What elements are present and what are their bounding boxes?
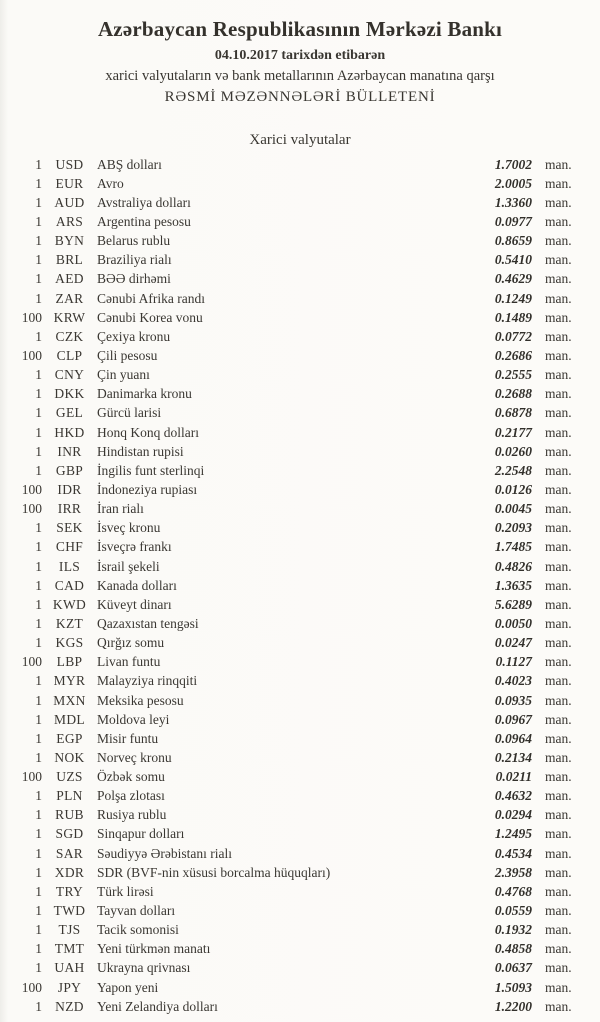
rate-unit-label: man. [545,807,572,823]
currency-code: RUB [55,807,84,823]
rate-value: 0.5410 [494,252,532,268]
rate-quantity: 1 [35,328,42,344]
rate-unit-label: man. [545,730,572,746]
rate-unit-label: man. [545,998,572,1014]
rate-value: 0.0964 [494,730,532,746]
rate-row [0,538,600,557]
currency-name: Hindistan rupisi [97,443,184,459]
currency-code: KZT [55,615,84,631]
currency-name: Yeni Zelandiya dolları [97,998,218,1014]
rate-value: 0.0260 [494,443,532,459]
rate-quantity: 1 [35,845,42,861]
rate-quantity: 1 [35,405,42,421]
currency-code: UZS [56,769,83,785]
currency-name: İsveçrə frankı [97,539,172,555]
currency-code: SEK [56,520,83,536]
currency-name: İsveç kronu [97,520,161,536]
currency-name: BƏƏ dirhəmi [97,271,171,287]
currency-code: BRL [55,252,84,268]
rate-row [0,212,600,231]
rate-value: 0.4023 [494,673,532,689]
currency-name: Yapon yeni [97,979,159,995]
rate-unit-label: man. [545,347,572,363]
rate-row [0,289,600,308]
rate-value: 1.2200 [494,998,532,1014]
rate-unit-label: man. [545,194,572,210]
rate-row [0,500,600,519]
rate-quantity: 1 [35,233,42,249]
rate-unit-label: man. [545,175,572,191]
currency-code: NOK [54,749,85,765]
rate-value: 0.0967 [494,711,532,727]
rate-unit-label: man. [545,156,572,172]
rate-value: 0.0294 [494,807,532,823]
currency-code: AED [55,271,84,287]
rate-quantity: 1 [35,213,42,229]
rate-quantity: 1 [35,788,42,804]
currency-name: Çexiya kronu [97,328,171,344]
rate-value: 0.4629 [494,271,532,287]
currency-code: IDR [57,481,82,497]
rate-unit-label: man. [545,481,572,497]
currency-code: CLP [56,347,83,363]
rate-unit-label: man. [545,271,572,287]
currency-code: CHF [55,539,84,555]
currency-code: TJS [58,922,81,938]
currency-code: JPY [57,979,82,995]
rate-row [0,863,600,882]
rate-value: 0.4632 [494,788,532,804]
currency-name: Türk lirəsi [97,883,154,899]
rate-value: 0.2688 [494,386,532,402]
rate-unit-label: man. [545,367,572,383]
rate-value: 0.0935 [494,692,532,708]
rate-unit-label: man. [545,405,572,421]
rate-row [0,691,600,710]
rate-quantity: 100 [21,309,42,325]
rate-row [0,672,600,691]
rate-quantity: 1 [35,615,42,631]
rate-unit-label: man. [545,462,572,478]
rate-value: 0.2093 [494,520,532,536]
rate-value: 0.2134 [494,749,532,765]
rate-unit-label: man. [545,539,572,555]
rate-quantity: 1 [35,941,42,957]
currency-name: İran rialı [97,501,144,517]
currency-code: ARS [55,213,84,229]
rate-row [0,480,600,499]
currency-name: Kanada dolları [97,577,177,593]
rate-row [0,327,600,346]
rate-row [0,825,600,844]
rate-row [0,614,600,633]
currency-name: ABŞ dolları [97,156,162,172]
currency-code: SGD [55,826,84,842]
rate-unit-label: man. [545,654,572,670]
rate-unit-label: man. [545,673,572,689]
currency-code: IRR [57,501,82,517]
rate-row [0,404,600,423]
rate-value: 2.3958 [494,864,532,880]
rate-unit-label: man. [545,635,572,651]
currency-name: Qazaxıstan tengəsi [97,615,199,631]
rate-value: 1.7002 [494,156,532,172]
rate-row [0,270,600,289]
rate-quantity: 100 [21,654,42,670]
rate-row [0,366,600,385]
currency-code: USD [55,156,84,172]
currency-code: ZAR [55,290,84,306]
currency-name: SDR (BVF-nin xüsusi borcalma hüquqları) [97,864,331,880]
rate-value: 0.8659 [494,233,532,249]
currency-name: Cənubi Korea vonu [97,309,203,325]
rate-unit-label: man. [545,615,572,631]
currency-name: Malayziya rinqqiti [97,673,198,689]
rate-row [0,844,600,863]
rate-quantity: 100 [21,347,42,363]
currency-code: GEL [55,405,84,421]
rate-row [0,576,600,595]
rate-row [0,882,600,901]
rate-unit-label: man. [545,252,572,268]
currency-name: Livan funtu [97,654,161,670]
currency-code: KRW [53,309,86,325]
rate-unit-label: man. [545,960,572,976]
rate-row [0,787,600,806]
rate-row [0,748,600,767]
rate-value: 0.1249 [494,290,532,306]
currency-name: Polşa zlotası [97,788,165,804]
currency-name: Səudiyyə Ərəbistanı rialı [97,845,232,861]
rate-unit-label: man. [545,520,572,536]
rate-unit-label: man. [545,328,572,344]
rate-unit-label: man. [545,443,572,459]
document-header [0,0,600,107]
rate-unit-label: man. [545,864,572,880]
currency-name: Gürcü larisi [97,405,162,421]
currency-code: SAR [55,845,84,861]
rate-value: 0.2177 [494,424,532,440]
currency-name: Moldova leyi [97,711,170,727]
currency-code: CNY [54,367,85,383]
rate-quantity: 1 [35,386,42,402]
currency-code: CAD [54,577,85,593]
rate-row [0,768,600,787]
currency-code: BYN [54,233,85,249]
bank-title: Azərbaycan Respublikasının Mərkəzi Bankı [97,17,503,41]
rate-quantity: 1 [35,156,42,172]
rate-row [0,959,600,978]
rate-row [0,806,600,825]
currency-name: Norveç kronu [97,749,172,765]
currency-name: Braziliya rialı [97,252,172,268]
rate-unit-label: man. [545,979,572,995]
rate-unit-label: man. [545,922,572,938]
rate-quantity: 100 [21,979,42,995]
rate-quantity: 1 [35,903,42,919]
currency-name: Rusiya rublu [97,807,167,823]
rate-value: 0.0637 [494,960,532,976]
rate-unit-label: man. [545,903,572,919]
rate-value: 1.7485 [494,539,532,555]
rate-value: 0.0247 [494,635,532,651]
rate-quantity: 1 [35,558,42,574]
rate-unit-label: man. [545,501,572,517]
rate-value: 0.0126 [494,481,532,497]
bulletin-subtitle: xarici valyutaların və bank metallarının Azərbaycan manatına qarşı [105,68,495,84]
currency-code: NZD [55,998,84,1014]
rate-value: 0.0211 [495,769,532,785]
currency-code: PLN [56,788,83,804]
currency-name: Çin yuanı [97,367,150,383]
rate-row [0,940,600,959]
currency-code: INR [57,443,82,459]
currency-code: MYR [53,673,86,689]
rate-value: 0.4768 [494,883,532,899]
rate-row [0,442,600,461]
rate-unit-label: man. [545,213,572,229]
currency-name: Özbək somu [97,769,165,785]
rate-value: 1.3635 [494,577,532,593]
currency-code: KGS [55,635,84,651]
rate-quantity: 1 [35,175,42,191]
rate-unit-label: man. [545,826,572,842]
rate-row [0,921,600,940]
rate-quantity: 1 [35,960,42,976]
rate-unit-label: man. [545,424,572,440]
rate-quantity: 1 [35,539,42,555]
rate-unit-label: man. [545,883,572,899]
rate-value: 0.0045 [494,501,532,517]
rate-quantity: 1 [35,922,42,938]
rate-value: 0.0559 [494,903,532,919]
currency-name: İngilis funt sterlinqi [97,462,205,478]
rate-unit-label: man. [545,845,572,861]
rate-row [0,461,600,480]
currency-code: HKD [54,424,85,440]
currency-code: TMT [54,941,85,957]
rate-quantity: 1 [35,730,42,746]
rate-row [0,634,600,653]
rate-unit-label: man. [545,769,572,785]
currency-name: İndoneziya rupiası [97,481,198,497]
rate-unit-label: man. [545,386,572,402]
currency-name: Çili pesosu [97,347,158,363]
currency-code: MXN [53,692,86,708]
rate-value: 0.1127 [495,654,532,670]
rate-quantity: 1 [35,443,42,459]
rate-row [0,423,600,442]
currency-name: İsrail şekeli [97,558,160,574]
rate-unit-label: man. [545,309,572,325]
currency-code: AUD [54,194,85,210]
currency-name: Danimarka kronu [97,386,192,402]
currency-name: Ukrayna qrivnası [97,960,191,976]
rate-unit-label: man. [545,577,572,593]
rate-row [0,174,600,193]
currency-code: LBP [56,654,83,670]
rate-value: 0.0050 [494,615,532,631]
rate-quantity: 1 [35,577,42,593]
rate-quantity: 1 [35,424,42,440]
rate-quantity: 1 [35,826,42,842]
currency-name: Yeni türkmən manatı [97,941,211,957]
rate-row [0,232,600,251]
rate-value: 0.6878 [494,405,532,421]
rate-quantity: 100 [21,481,42,497]
rate-value: 5.6289 [494,596,532,612]
rate-unit-label: man. [545,558,572,574]
rate-row [0,385,600,404]
currency-code: TRY [55,883,84,899]
rate-quantity: 1 [35,596,42,612]
currency-name: Cənubi Afrika randı [97,290,205,306]
currency-name: Argentina pesosu [97,213,191,229]
rate-quantity: 1 [35,864,42,880]
rate-unit-label: man. [545,749,572,765]
rate-value: 0.0977 [494,213,532,229]
rate-row [0,155,600,174]
rate-quantity: 1 [35,290,42,306]
rate-quantity: 1 [35,749,42,765]
rate-value: 0.4534 [494,845,532,861]
rate-quantity: 1 [35,692,42,708]
rate-value: 1.2495 [494,826,532,842]
rate-row [0,710,600,729]
rate-row [0,595,600,614]
exchange-rates-table [0,155,600,1016]
rate-row [0,346,600,365]
currency-name: Qırğız somu [97,635,165,651]
rate-row [0,308,600,327]
rate-row [0,519,600,538]
rate-quantity: 1 [35,520,42,536]
currency-code: DKK [54,386,85,402]
rate-unit-label: man. [545,788,572,804]
currency-code: CZK [55,328,84,344]
rate-value: 2.2548 [494,462,532,478]
rate-unit-label: man. [545,711,572,727]
currency-name: Sinqapur dolları [97,826,185,842]
rate-quantity: 1 [35,194,42,210]
rate-quantity: 1 [35,807,42,823]
rate-quantity: 1 [35,673,42,689]
rate-row [0,557,600,576]
currency-code: XDR [54,864,85,880]
rate-value: 0.4858 [494,941,532,957]
rate-row [0,997,600,1016]
rate-quantity: 1 [35,462,42,478]
rate-row [0,901,600,920]
rate-quantity: 1 [35,998,42,1014]
currency-code: EUR [55,175,84,191]
currency-code: ILS [58,558,81,574]
currency-code: EGP [56,730,83,746]
currency-name: Tayvan dolları [97,903,176,919]
rate-value: 2.0005 [494,175,532,191]
rate-quantity: 1 [35,367,42,383]
rate-row [0,251,600,270]
rate-unit-label: man. [545,596,572,612]
rate-quantity: 1 [35,271,42,287]
rate-quantity: 1 [35,635,42,651]
currency-name: Küveyt dinarı [97,596,172,612]
bulletin-title: RƏSMİ MƏZƏNNƏLƏRİ BÜLLETENİ [164,89,436,105]
rate-value: 0.1489 [494,309,532,325]
currency-code: UAH [54,960,85,976]
rate-quantity: 100 [21,501,42,517]
currency-name: Misir funtu [97,730,159,746]
currency-name: Tacik somonisi [97,922,179,938]
rate-value: 0.2686 [494,347,532,363]
rate-row [0,193,600,212]
rate-value: 0.1932 [494,922,532,938]
currency-name: Avro [97,175,124,191]
rate-unit-label: man. [545,941,572,957]
currency-name: Belarus rublu [97,233,171,249]
effective-date-line: 04.10.2017 tarixdən etibarən [214,48,386,63]
rate-unit-label: man. [545,290,572,306]
currency-name: Avstraliya dolları [97,194,191,210]
rate-value: 1.3360 [494,194,532,210]
currency-code: MDL [54,711,85,727]
currency-name: Meksika pesosu [97,692,184,708]
currency-name: Honq Konq dolları [97,424,199,440]
rate-value: 0.4826 [494,558,532,574]
rate-value: 0.0772 [494,328,532,344]
rate-quantity: 100 [21,769,42,785]
rate-unit-label: man. [545,692,572,708]
rate-unit-label: man. [545,233,572,249]
rate-row [0,653,600,672]
rate-row [0,978,600,997]
rate-row [0,729,600,748]
currency-code: TWD [53,903,86,919]
currency-code: GBP [55,462,84,478]
rate-quantity: 1 [35,883,42,899]
section-title-foreign-currencies: Xarici valyutalar [249,132,351,148]
currency-code: KWD [52,596,87,612]
rate-quantity: 1 [35,711,42,727]
rate-quantity: 1 [35,252,42,268]
rate-value: 1.5093 [494,979,532,995]
rate-value: 0.2555 [494,367,532,383]
